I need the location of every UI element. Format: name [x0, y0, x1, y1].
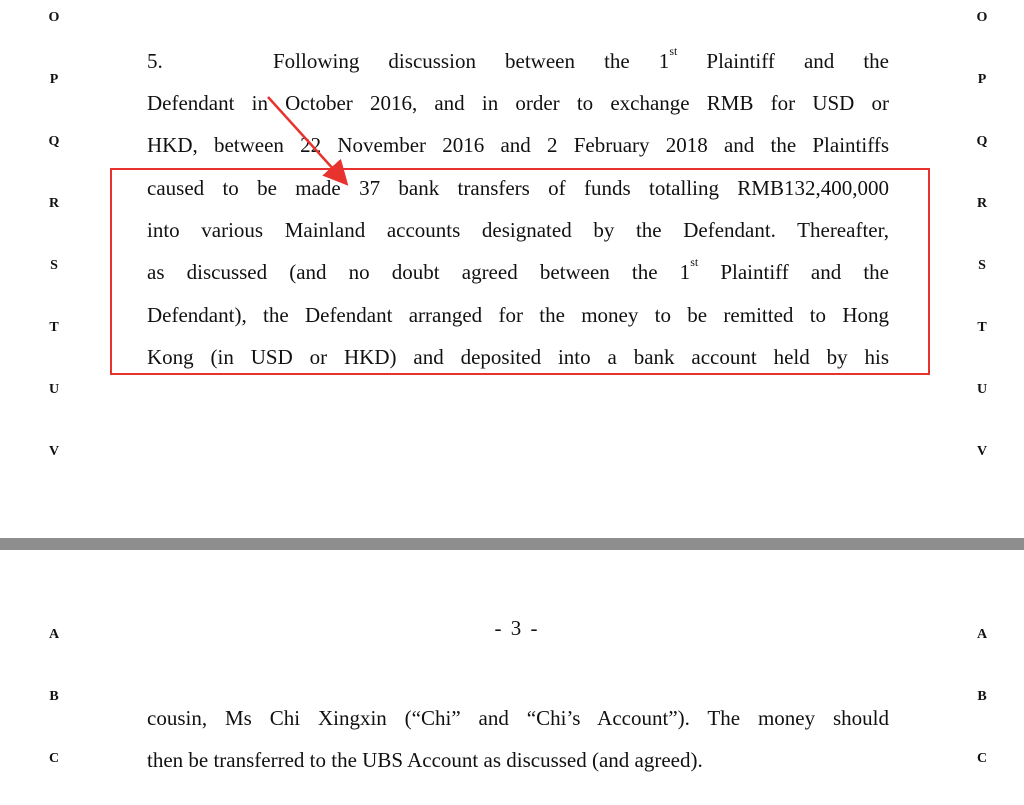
paragraph-number: 5.: [147, 49, 163, 73]
paragraph-line: cousin, Ms Chi Xingxin (“Chi” and “Chi’s Account”). The money should: [147, 706, 889, 730]
margin-letter: V: [976, 444, 988, 459]
paragraph-line: HKD, between 22 November 2016 and 2 February 2018 and the Plaintiffs: [147, 133, 889, 157]
text-run: Plaintiff and the: [677, 49, 889, 73]
paragraph-line: Defendant), the Defendant arranged for the money to be remitted to Hong: [147, 303, 889, 327]
paragraph-line: caused to be made 37 bank transfers of funds totalling RMB132,400,000: [147, 176, 889, 200]
paragraph-line: Kong (in USD or HKD) and deposited into a bank account held by his: [147, 345, 889, 369]
margin-letter: B: [49, 689, 59, 704]
superscript: st: [690, 255, 699, 269]
margin-letter: C: [976, 751, 988, 766]
paragraph-line: into various Mainland accounts designated by the Defendant. Thereafter,: [147, 218, 889, 242]
paragraph-line: Defendant in October 2016, and in order to exchange RMB for USD or: [147, 91, 889, 115]
text-run: Following discussion between the 1: [273, 49, 670, 73]
text-run: Plaintiff and the: [698, 260, 889, 284]
margin-letter: R: [48, 196, 60, 211]
margin-letter: P: [49, 72, 59, 87]
page-separator: [0, 538, 1024, 550]
margin-letter: O: [976, 10, 988, 25]
margin-letter: T: [49, 320, 59, 335]
margin-letter: B: [977, 689, 987, 704]
margin-letter: Q: [48, 134, 60, 149]
margin-letter: O: [48, 10, 60, 25]
margin-letter: S: [978, 258, 986, 273]
margin-letter: P: [977, 72, 987, 87]
paragraph-line: then be transferred to the UBS Account as discussed (and agreed).: [147, 748, 703, 772]
margin-letter: V: [48, 444, 60, 459]
page-number: - 3 -: [494, 616, 540, 640]
margin-letter: Q: [976, 134, 988, 149]
margin-letter: A: [48, 627, 60, 642]
margin-letter: T: [977, 320, 987, 335]
margin-letter: S: [50, 258, 58, 273]
margin-letter: U: [48, 382, 60, 397]
margin-letter: U: [976, 382, 988, 397]
margin-letter: R: [976, 196, 988, 211]
margin-letter: A: [976, 627, 988, 642]
text-run: as discussed (and no doubt agreed between the 1: [147, 260, 691, 284]
margin-letter: C: [48, 751, 60, 766]
superscript: st: [669, 44, 678, 58]
